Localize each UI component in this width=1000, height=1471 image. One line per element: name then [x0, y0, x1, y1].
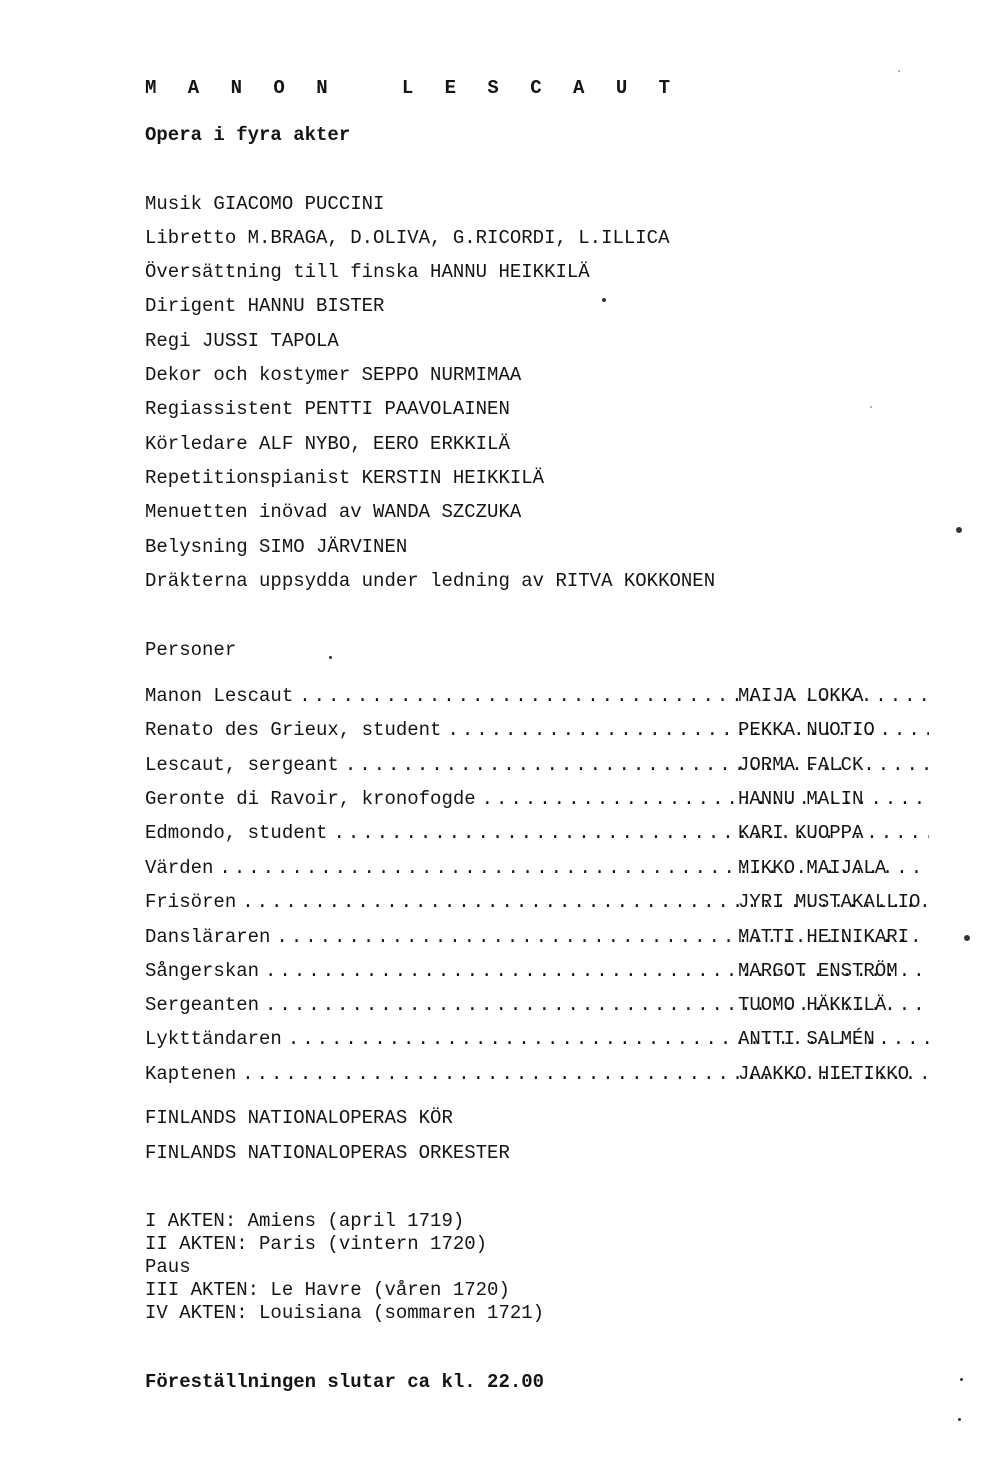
cast-row: [145, 890, 935, 914]
persons-heading: Personer: [145, 639, 237, 661]
scan-speck: [870, 406, 872, 408]
credit-line: Körledare ALF NYBO, EERO ERKKILÄ: [145, 433, 510, 455]
credit-line: Libretto M.BRAGA, D.OLIVA, G.RICORDI, L.ILLICA: [145, 227, 670, 249]
credit-line: Dekor och kostymer SEPPO NURMIMAA: [145, 364, 522, 386]
cast-row: [145, 684, 935, 708]
scan-speck: [329, 656, 332, 659]
credit-line: Repetitionspianist KERSTIN HEIKKILÄ: [145, 467, 545, 489]
credit-line: Belysning SIMO JÄRVINEN: [145, 536, 408, 558]
cast-singer: MATTI HEINIKARI: [738, 926, 910, 948]
cast-row: [145, 925, 935, 949]
scan-speck: [958, 1418, 961, 1421]
cast-row: [145, 1027, 935, 1051]
cast-row: [145, 821, 935, 845]
cast-row: [145, 753, 935, 777]
cast-role: Kaptenen: [145, 1063, 237, 1085]
cast-singer: MIKKO MAIJALA: [738, 857, 887, 879]
cast-singer: ANTTI SALMÉN: [738, 1028, 875, 1050]
cast-singer: JAAKKO HIETIKKO: [738, 1063, 910, 1085]
cast-row: [145, 993, 935, 1017]
credit-line: Dirigent HANNU BISTER: [145, 295, 385, 317]
cast-row: [145, 1062, 935, 1086]
cast-role: Frisören: [145, 891, 237, 913]
cast-row: [145, 856, 935, 880]
act-line: III AKTEN: Le Havre (våren 1720): [145, 1279, 510, 1301]
cast-role: Manon Lescaut: [145, 685, 294, 707]
cast-singer: MAIJA LOKKA: [738, 685, 864, 707]
cast-role: Edmondo, student: [145, 822, 328, 844]
ensemble-line: FINLANDS NATIONALOPERAS KÖR: [145, 1107, 453, 1129]
opera-title: M A N O N L E S C A U T: [145, 77, 681, 99]
act-line: II AKTEN: Paris (vintern 1720): [145, 1233, 488, 1255]
act-line: IV AKTEN: Louisiana (sommaren 1721): [145, 1302, 545, 1324]
cast-singer: MARGOT ENSTRÖM: [738, 960, 898, 982]
cast-singer: TUOMO HÄKKILÄ: [738, 994, 887, 1016]
cast-role: Sergeanten: [145, 994, 260, 1016]
credit-line: Översättning till finska HANNU HEIKKILÄ: [145, 261, 590, 283]
credit-line: Regi JUSSI TAPOLA: [145, 330, 339, 352]
cast-singer: PEKKA NUOTIO: [738, 719, 875, 741]
cast-role: Dansläraren: [145, 926, 271, 948]
cast-role: Geronte di Ravoir, kronofogde: [145, 788, 476, 810]
act-line: Paus: [145, 1256, 191, 1278]
cast-singer: JORMA FALCK: [738, 754, 864, 776]
opera-subtitle: Opera i fyra akter: [145, 124, 351, 146]
credit-line: Regiassistent PENTTI PAAVOLAINEN: [145, 398, 510, 420]
cast-row: [145, 787, 935, 811]
scan-speck: [956, 527, 962, 533]
performance-end-note: Föreställningen slutar ca kl. 22.00: [145, 1371, 545, 1393]
credit-line: Musik GIACOMO PUCCINI: [145, 193, 385, 215]
cast-singer: HANNU MALIN: [738, 788, 864, 810]
cast-role: Renato des Grieux, student: [145, 719, 442, 741]
cast-singer: JYRI MUSTAKALLIO: [738, 891, 921, 913]
scan-speck: [964, 935, 970, 941]
cast-role: Lykttändaren: [145, 1028, 282, 1050]
act-line: I AKTEN: Amiens (april 1719): [145, 1210, 465, 1232]
cast-row: [145, 959, 935, 983]
scan-speck: [960, 1378, 963, 1381]
cast-singer: KARI KUOPPA: [738, 822, 864, 844]
cast-role: Sångerskan: [145, 960, 260, 982]
credit-line: Menuetten inövad av WANDA SZCZUKA: [145, 501, 522, 523]
cast-role: Lescaut, sergeant: [145, 754, 339, 776]
scan-speck: [602, 298, 606, 302]
cast-role: Värden: [145, 857, 214, 879]
ensemble-line: FINLANDS NATIONALOPERAS ORKESTER: [145, 1142, 510, 1164]
scan-speck: [898, 70, 900, 72]
credit-line: Dräkterna uppsydda under ledning av RITVA KOKKONEN: [145, 570, 716, 592]
cast-row: [145, 718, 935, 742]
